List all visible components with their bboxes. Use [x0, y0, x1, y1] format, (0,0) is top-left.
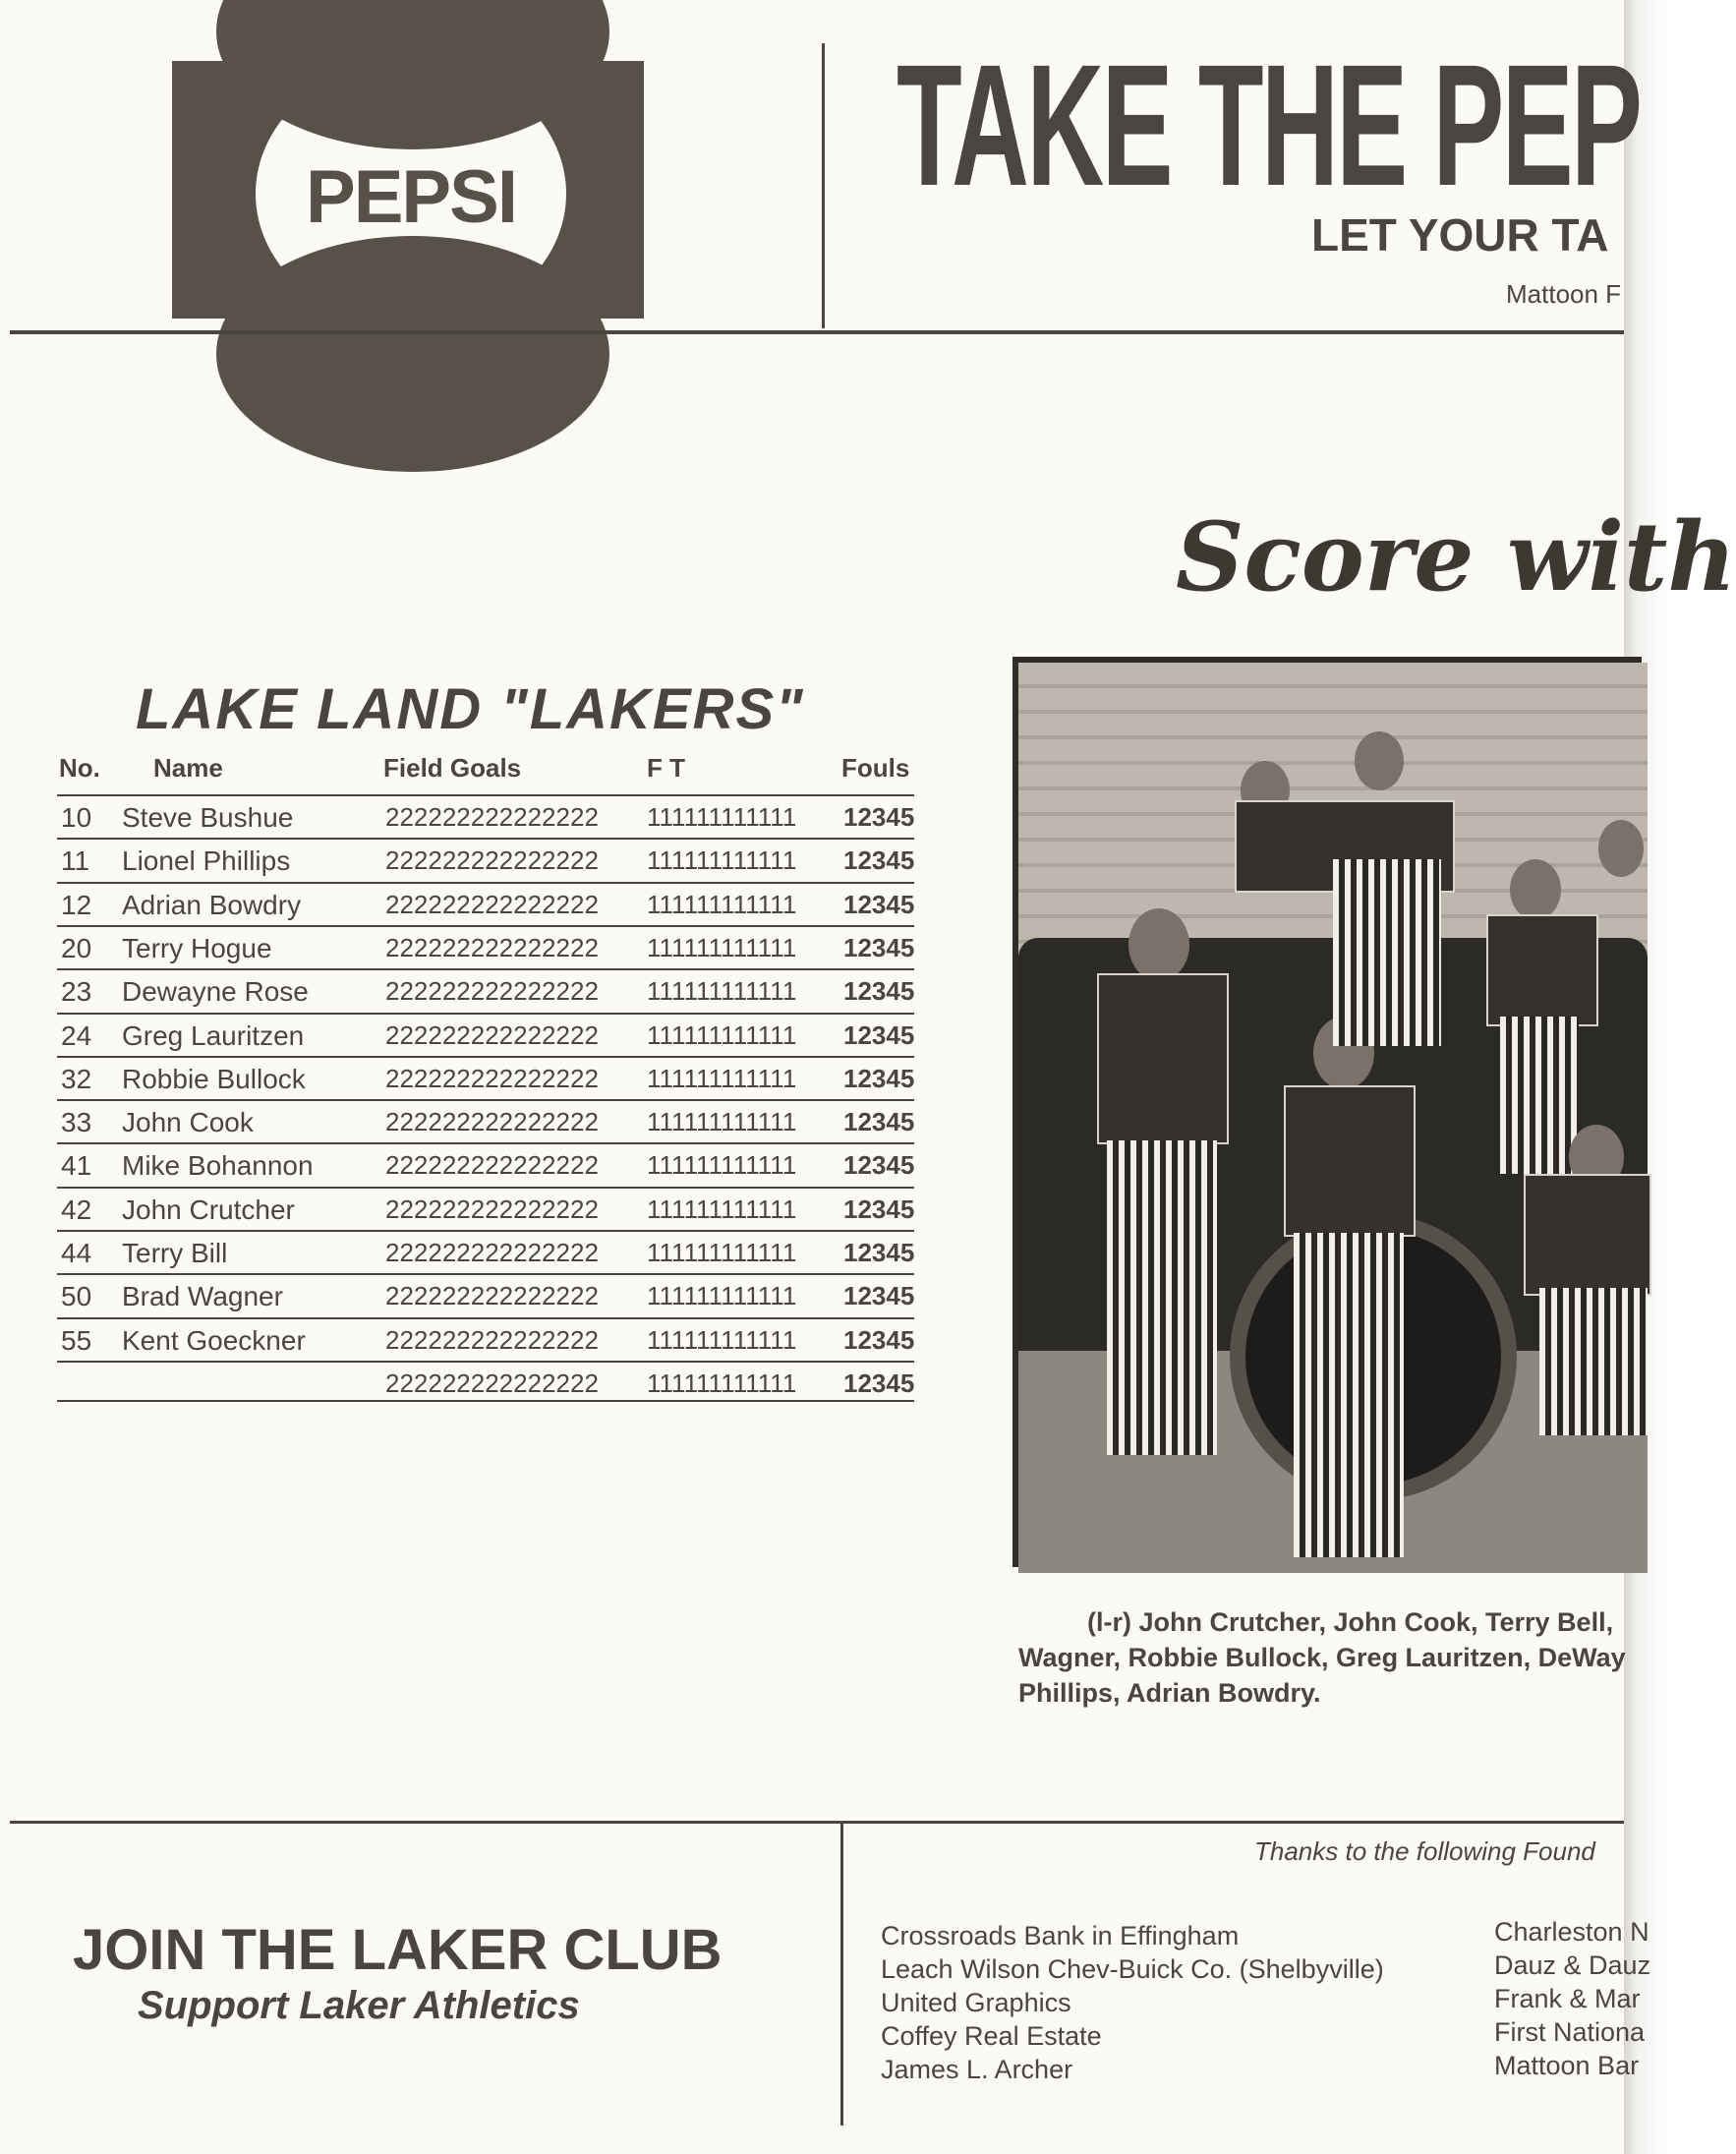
- field-goals-cell: 222222222222222: [385, 932, 599, 962]
- free-throws-cell: 111111111111: [647, 1193, 797, 1224]
- header-divider: [822, 43, 825, 328]
- caption-line: (l-r) John Crutcher, John Cook, Terry Bell,: [1087, 1607, 1614, 1637]
- header-rule: [10, 330, 1624, 334]
- ad-subline: LET YOUR TA: [1311, 209, 1609, 261]
- player-number: 41: [61, 1150, 92, 1182]
- photo-caption: [1018, 1604, 1626, 1711]
- player-jersey: [1097, 973, 1229, 1144]
- player-number: 24: [61, 1019, 92, 1051]
- sponsor: Mattoon Bar: [1494, 2051, 1640, 2080]
- player-head: [1128, 908, 1189, 981]
- sponsor: Leach Wilson Chev-Buick Co. (Shelbyville): [881, 1954, 1384, 1984]
- caption-line: Phillips, Adrian Bowdry.: [1018, 1678, 1321, 1708]
- field-goals-cell: 222222222222222: [385, 845, 599, 876]
- table-row: [57, 882, 914, 927]
- col-field-goals: Field Goals: [383, 753, 522, 783]
- col-no: No.: [59, 753, 100, 783]
- score-heading: Score with: [1176, 501, 1736, 612]
- player-jersey: [1486, 914, 1598, 1026]
- ad-tagline: Mattoon F: [1506, 279, 1622, 309]
- laker-club-subheading: Support Laker Athletics: [138, 1984, 580, 2027]
- sponsors-right: [1494, 1915, 1650, 2082]
- fouls-cell: 12345: [843, 1193, 915, 1224]
- field-goals-cell: 222222222222222: [385, 1193, 599, 1224]
- fouls-cell: 12345: [843, 932, 915, 962]
- team-title: LAKE LAND "LAKERS": [136, 677, 805, 741]
- player-name: Terry Hogue: [122, 932, 272, 963]
- caption-line: Wagner, Robbie Bullock, Greg Lauritzen, DeWay: [1018, 1643, 1626, 1672]
- player-name: John Crutcher: [122, 1193, 295, 1225]
- field-goals-cell: 222222222222222: [385, 976, 599, 1007]
- team-photo: [1013, 657, 1642, 1567]
- player-name: Robbie Bullock: [122, 1063, 306, 1094]
- table-row: [57, 1013, 914, 1058]
- player-pants: [1539, 1288, 1648, 1435]
- sponsors-left: [881, 1919, 1384, 2086]
- free-throws-cell: 111111111111: [647, 889, 797, 919]
- table-row: [57, 1142, 914, 1188]
- table-row: [57, 1361, 914, 1406]
- fouls-cell: 12345: [843, 1150, 915, 1181]
- logo-text: PEPSI: [306, 155, 516, 239]
- player-name: Terry Bill: [122, 1238, 228, 1268]
- table-row: [57, 1317, 914, 1363]
- sponsor: Dauz & Dauz: [1494, 1950, 1651, 1980]
- free-throws-cell: 111111111111: [647, 1063, 797, 1093]
- player-number: 20: [61, 932, 92, 963]
- fouls-cell: 12345: [843, 845, 915, 876]
- table-row: [57, 794, 914, 840]
- field-goals-cell: 222222222222222: [385, 1238, 599, 1267]
- player-number: 33: [61, 1107, 92, 1138]
- field-goals-cell: 222222222222222: [385, 1281, 599, 1311]
- field-goals-cell: 222222222222222: [385, 1324, 599, 1355]
- player-number: 55: [61, 1324, 92, 1356]
- sponsor: Charleston N: [1494, 1917, 1649, 1947]
- free-throws-cell: 111111111111: [647, 845, 797, 876]
- free-throws-cell: 111111111111: [647, 932, 797, 962]
- fouls-cell: 12345: [843, 1238, 915, 1267]
- player-name: Brad Wagner: [122, 1281, 283, 1312]
- field-goals-cell: 222222222222222: [385, 1150, 599, 1181]
- fouls-cell: 12345: [843, 1107, 915, 1137]
- field-goals-cell: 222222222222222: [385, 802, 599, 832]
- col-name: Name: [153, 753, 223, 783]
- free-throws-cell: 111111111111: [647, 1281, 797, 1311]
- table-row: [57, 925, 914, 970]
- sponsor: Crossroads Bank in Effingham: [881, 1921, 1240, 1950]
- fouls-cell: 12345: [843, 1063, 915, 1093]
- player-pants: [1294, 1233, 1404, 1557]
- fouls-cell: 12345: [843, 1324, 915, 1355]
- fouls-cell: 12345: [843, 1368, 915, 1398]
- player-name: Kent Goeckner: [122, 1324, 306, 1356]
- field-goals-cell: 222222222222222: [385, 1019, 599, 1050]
- free-throws-cell: 111111111111: [647, 1324, 797, 1355]
- player-name: Steve Bushue: [122, 802, 294, 833]
- free-throws-cell: 111111111111: [647, 1238, 797, 1267]
- sponsor: United Graphics: [881, 1988, 1071, 2017]
- col-fouls: Fouls: [841, 753, 910, 783]
- player-number: 10: [61, 802, 92, 833]
- free-throws-cell: 111111111111: [647, 1368, 797, 1398]
- player-name: Mike Bohannon: [122, 1150, 314, 1182]
- ad-headline: TAKE THE PEP: [897, 29, 1641, 222]
- fouls-cell: 12345: [843, 802, 915, 832]
- player-head: [1355, 731, 1404, 790]
- player-name: John Cook: [122, 1107, 254, 1138]
- player-jersey: [1284, 1085, 1416, 1237]
- player-pants: [1500, 1017, 1579, 1174]
- player-pants: [1333, 859, 1441, 1046]
- player-number: 50: [61, 1281, 92, 1312]
- footer-rule: [10, 1821, 1624, 1824]
- col-ft: F T: [647, 753, 685, 783]
- player-name: Greg Lauritzen: [122, 1019, 305, 1051]
- sponsor: Coffey Real Estate: [881, 2021, 1102, 2051]
- fouls-cell: 12345: [843, 889, 915, 919]
- field-goals-cell: 222222222222222: [385, 1063, 599, 1093]
- player-number: 32: [61, 1063, 92, 1094]
- fouls-cell: 12345: [843, 976, 915, 1007]
- field-goals-cell: 222222222222222: [385, 1107, 599, 1137]
- laker-club-heading: JOIN THE LAKER CLUB: [73, 1918, 723, 1982]
- player-number: 11: [61, 845, 90, 877]
- sponsors-intro: Thanks to the following Found: [1254, 1836, 1595, 1866]
- sponsor: Frank & Mar: [1494, 1984, 1641, 2013]
- table-row: [57, 1056, 914, 1101]
- table-row: [57, 1230, 914, 1275]
- player-jersey: [1524, 1174, 1651, 1296]
- player-number: 12: [61, 889, 92, 920]
- player-number: 44: [61, 1238, 92, 1268]
- sponsor: First Nationa: [1494, 2017, 1646, 2047]
- table-row: [57, 1187, 914, 1232]
- footer-divider: [840, 1821, 843, 2125]
- table-row: [57, 1099, 914, 1144]
- sponsor: James L. Archer: [881, 2055, 1073, 2084]
- player-number: 42: [61, 1193, 92, 1225]
- field-goals-cell: 222222222222222: [385, 889, 599, 919]
- table-row: [57, 968, 914, 1014]
- free-throws-cell: 111111111111: [647, 976, 797, 1007]
- free-throws-cell: 111111111111: [647, 802, 797, 832]
- player-name: Adrian Bowdry: [122, 889, 302, 920]
- player-head: [1598, 820, 1644, 877]
- free-throws-cell: 111111111111: [647, 1019, 797, 1050]
- field-goals-cell: 222222222222222: [385, 1368, 599, 1398]
- player-pants: [1107, 1140, 1217, 1455]
- table-bottom-rule: [57, 1400, 914, 1402]
- table-row: [57, 838, 914, 883]
- free-throws-cell: 111111111111: [647, 1107, 797, 1137]
- fouls-cell: 12345: [843, 1281, 915, 1311]
- free-throws-cell: 111111111111: [647, 1150, 797, 1181]
- player-head: [1510, 859, 1561, 920]
- table-row: [57, 1273, 914, 1318]
- pepsi-logo: [254, 59, 568, 328]
- player-name: Dewayne Rose: [122, 976, 309, 1008]
- logo-wave-bottom: [216, 236, 609, 472]
- player-number: 23: [61, 976, 92, 1008]
- player-name: Lionel Phillips: [122, 845, 291, 877]
- fouls-cell: 12345: [843, 1019, 915, 1050]
